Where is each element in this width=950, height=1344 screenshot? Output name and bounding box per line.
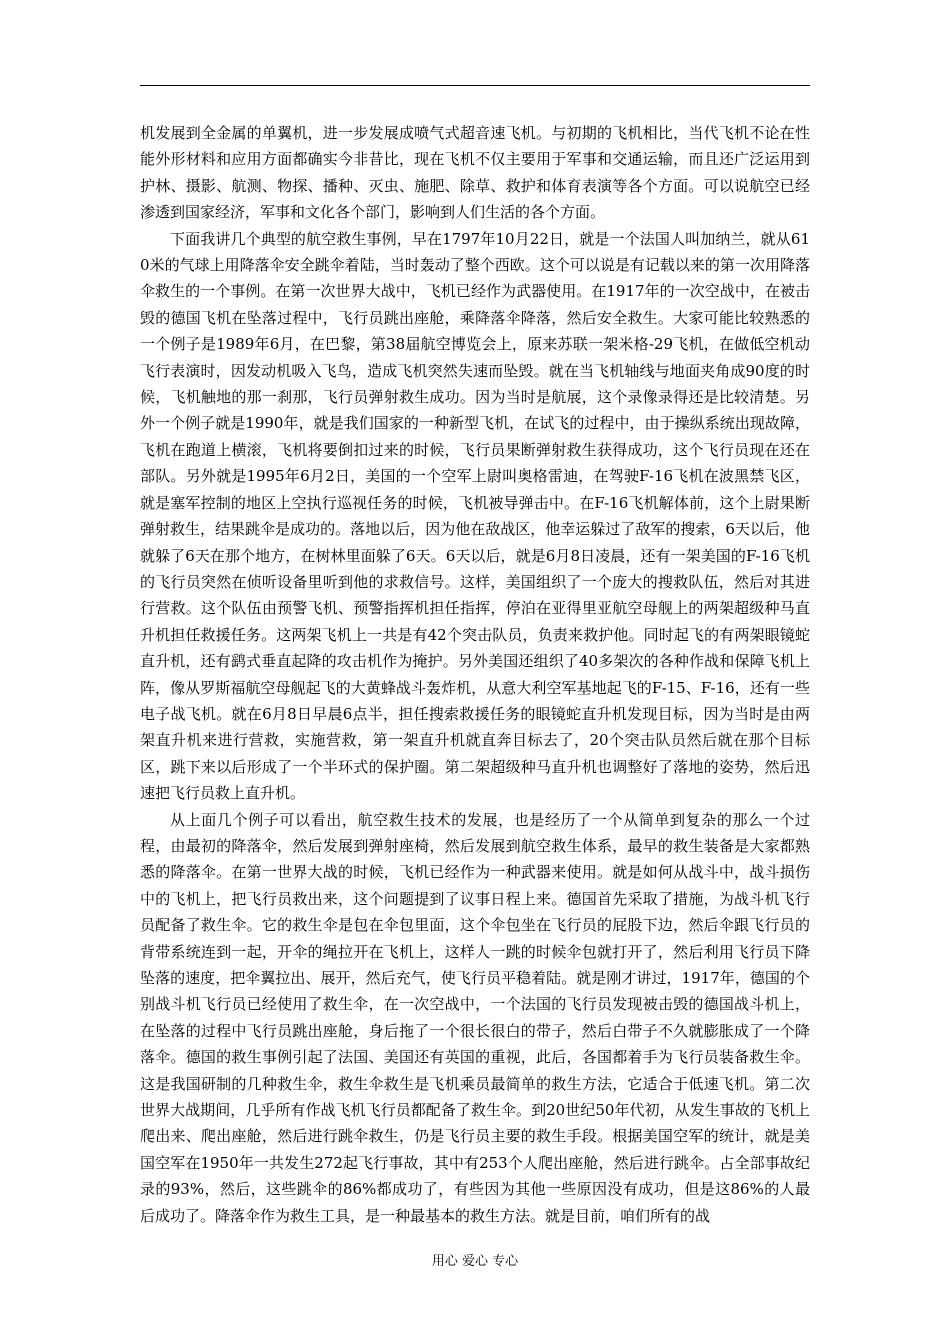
document-body	[140, 120, 810, 1229]
paragraph-2: 下面我讲几个典型的航空救生事例，早在1797年10月22日，就是一个法国人叫加纳兰，就从610米的气球上用降落伞安全跳伞着陆，当时轰动了整个西欧。这个可以说是有记载以来的第一次用降落伞救生的一个事例。在第一次世界大战中，飞机已经作为武器使用。在1917年的一次空战中，在被击毁的德国飞机在坠落过程中，飞行员跳出座舱，乘降落伞降落，然后安全救生。大家可能比较熟悉的一个例子是1989年6月，在巴黎，第38届航空博览会上，原来苏联一架米格-29飞机，在做低空机动飞行表演时，因发动机吸入飞鸟，造成飞机突然失速而坠毁。就在当飞机轴线与地面夹角成90度的时候，飞机触地的那一刹那，飞行员弹射救生成功。因为当时是航展，这个录像录得还是比较清楚。另外一个例子就是1990年，就是我们国家的一种新型飞机，在试飞的过程中，由于操纵系统出现故障，飞机在跑道上横滚，飞机将要倒扣过来的时候，飞行员果断弹射救生获得成功，这个飞行员现在还在部队。另外就是1995年6月2日，美国的一个空军上尉叫奥格雷迪，在驾驶F-16飞机在波黑禁飞区，就是塞军控制的地区上空执行巡视任务的时候，飞机被导弹击中。在F-16飞机解体前，这个上尉果断弹射救生，结果跳伞是成功的。落地以后，因为他在敌战区，他幸运躲过了敌军的搜索，6天以后，他就躲了6天在那个地方，在树林里面躲了6天。6天以后，就是6月8日凌晨，还有一架美国的F-16飞机的飞行员突然在侦听设备里听到他的求救信号。这样，美国组织了一个庞大的搜救队伍，然后对其进行营救。这个队伍由预警飞机、预警指挥机担任指挥，停泊在亚得里亚航空母舰上的两架超级种马直升机担任救援任务。这两架飞机上一共是有42个突击队员，负责来救护他。同时起飞的有两架眼镜蛇直升机，还有鹞式垂直起降的攻击机作为掩护。另外美国还组织了40多架次的各种作战和保障飞机上阵，像从罗斯福航空母舰起飞的大黄蜂战斗轰炸机，从意大利空军基地起飞的F-15、F-16，还有一些电子战飞机。就在6月8日早晨6点半，担任搜索救援任务的眼镜蛇直升机发现目标，因为当时是由两架直升机来进行营救，实施营救，第一架直升机就直奔目标去了，20个突击队员然后就在那个目标区，跳下来以后形成了一个半环式的保护圈。第二架超级种马直升机也调整好了落地的姿势，然后迅速把飞行员救上直升机。	[140, 229, 810, 803]
paragraph-3: 从上面几个例子可以看出，航空救生技术的发展，也是经历了一个从简单到复杂的那么一个过程，由最初的降落伞，然后发展到弹射座椅，然后发展到航空救生体系，最早的救生装备是大家都熟悉的降落伞。在第一世界大战的时候，飞机已经作为一种武器来使用。就是如何从战斗中，战斗损伤中的飞机上，把飞行员救出来，这个问题提到了议事日程上来。德国首先采取了措施，为战斗机飞行员配备了救生伞。它的救生伞是包在伞包里面，这个伞包坐在飞行员的屁股下边，然后伞跟飞行员的背带系统连到一起，开伞的绳拉开在飞机上，这样人一跳的时候伞包就打开了，然后利用飞行员下降坠落的速度，把伞翼拉出、展开，然后充气，使飞行员平稳着陆。就是刚才讲过，1917年，德国的个别战斗机飞行员已经使用了救生伞，在一次空战中，一个法国的飞行员发现被击毁的德国战斗机上，在坠落的过程中飞行员跳出座舱，身后拖了一个很长很白的带子，然后白带子不久就膨胀成了一个降落伞。德国的救生事例引起了法国、美国还有英国的重视，此后，各国都着手为飞行员装备救生伞。这是我国研制的几种救生伞，救生伞救生是飞机乘员最简单的救生方法，它适合于低速飞机。第二次世界大战期间，几乎所有作战飞机飞行员都配备了救生伞。到20世纪50年代初，从发生事故的飞机上爬出来、爬出座舱，然后进行跳伞救生，仍是飞行员主要的救生手段。根据美国空军的统计，就是美国空军在1950年一共发生272起飞行事故，其中有253个人爬出座舱，然后进行跳伞。占全部事故纪录的93%，然后，这些跳伞的86%都成功了，有些因为其他一些原因没有成功，但是这86%的人最后成功了。降落伞作为救生工具，是一种最基本的救生方法。就是目前，咱们所有的战	[140, 810, 810, 1225]
paragraph-1: 机发展到全金属的单翼机，进一步发展成喷气式超音速飞机。与初期的飞机相比，当代飞机不论在性能外形材料和应用方面都确实今非昔比，现在飞机不仅主要用于军事和交通运输，而且还广泛运用到护林、摄影、航测、物探、播种、灭虫、施肥、除草、救护和体育表演等各个方面。可以说航空已经渗透到国家经济，军事和文化各个部门，影响到人们生活的各个方面。	[140, 124, 810, 222]
page-footer: 用心 爱心 专心	[431, 1254, 519, 1269]
header-rule	[140, 85, 810, 86]
